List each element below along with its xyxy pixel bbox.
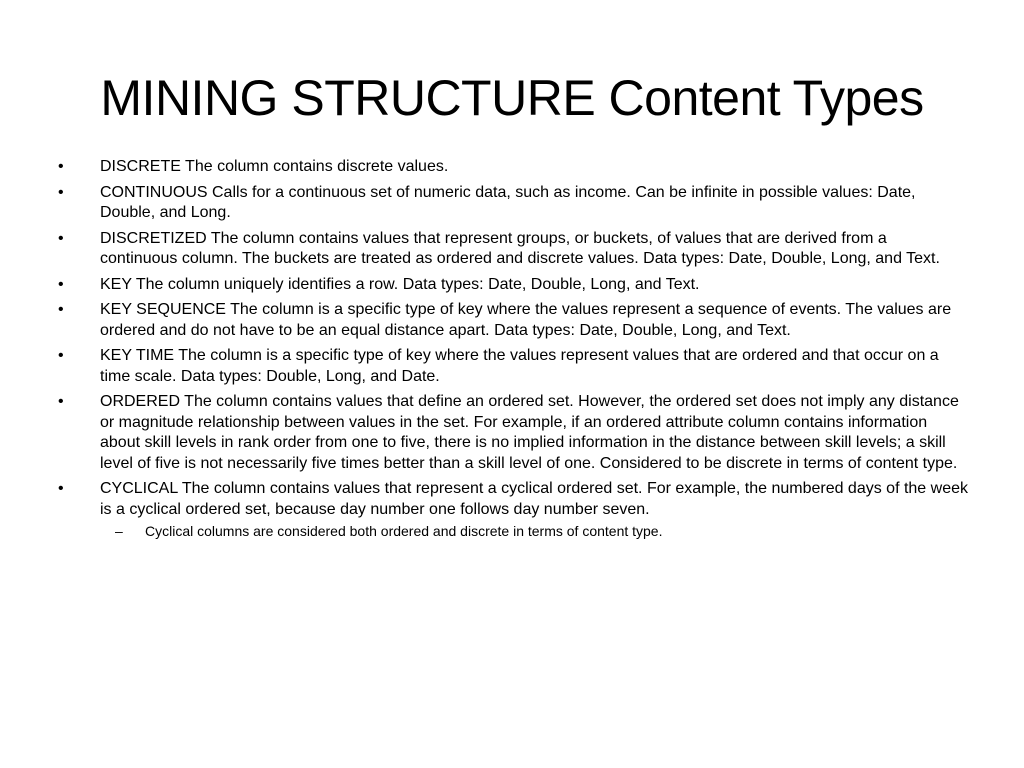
bullet-discretized	[58, 229, 968, 270]
bullet-text: CONTINUOUS Calls for a continuous set of numeric data, such as income. Can be infinite in possible values: Date, Double, and Long.	[100, 183, 916, 221]
sub-bullet-text: Cyclical columns are considered both ordered and discrete in terms of content type.	[145, 523, 663, 539]
bullet-text: DISCRETIZED The column contains values that represent groups, or buckets, of values that are derived from a continuous column. The buckets are treated as ordered and discrete values. Data types: Date, Double, Long, and Text.	[100, 229, 940, 267]
bullet-icon: •	[58, 275, 64, 293]
dash-icon: –	[115, 523, 123, 539]
bullet-icon: •	[58, 183, 64, 201]
bullet-text: ORDERED The column contains values that define an ordered set. However, the ordered set does not imply any distance or magnitude relationship between values in the set. For example, if an ordered attribute column contains information about skill levels in rank order from one to five, there is no implied information in the distance between skill levels; a skill level of five is not necessarily five times better than a skill level of one. Considered to be discrete in terms of content type.	[100, 393, 959, 472]
slide-title: MINING STRUCTURE Content Types	[100, 70, 924, 126]
bullet-icon: •	[58, 347, 64, 364]
content-type-list	[58, 157, 968, 545]
bullet-key-time	[58, 346, 968, 387]
bullet-ordered	[58, 392, 968, 474]
bullet-continuous	[58, 183, 968, 224]
bullet-text: KEY SEQUENCE The column is a specific type of key where the values represent a sequence of events. The values are ordered and do not have to be an equal distance apart. Data types: Date, Double, Long, and Text.	[100, 301, 952, 339]
bullet-icon: •	[58, 229, 64, 247]
bullet-icon: •	[58, 301, 64, 318]
bullet-icon: •	[58, 480, 64, 497]
bullet-key-sequence	[58, 300, 968, 341]
bullet-text: CYCLICAL The column contains values that represent a cyclical ordered set. For example, the numbered days of the week is a cyclical ordered set, because day number one follows day number seven.	[100, 480, 968, 518]
bullet-text: KEY The column uniquely identifies a row. Data types: Date, Double, Long, and Text.	[100, 275, 700, 293]
bullet-icon: •	[58, 158, 64, 175]
bullet-key	[58, 275, 968, 296]
sub-bullet-cyclical	[100, 522, 968, 540]
bullet-text: DISCRETE The column contains discrete values.	[100, 158, 449, 175]
bullet-cyclical	[58, 479, 968, 540]
bullet-discrete	[58, 157, 968, 178]
bullet-text: KEY TIME The column is a specific type of key where the values represent values that are ordered and that occur on a time scale. Data types: Double, Long, and Date.	[100, 347, 939, 385]
sub-bullet-list	[100, 522, 968, 540]
bullet-icon: •	[58, 393, 64, 410]
